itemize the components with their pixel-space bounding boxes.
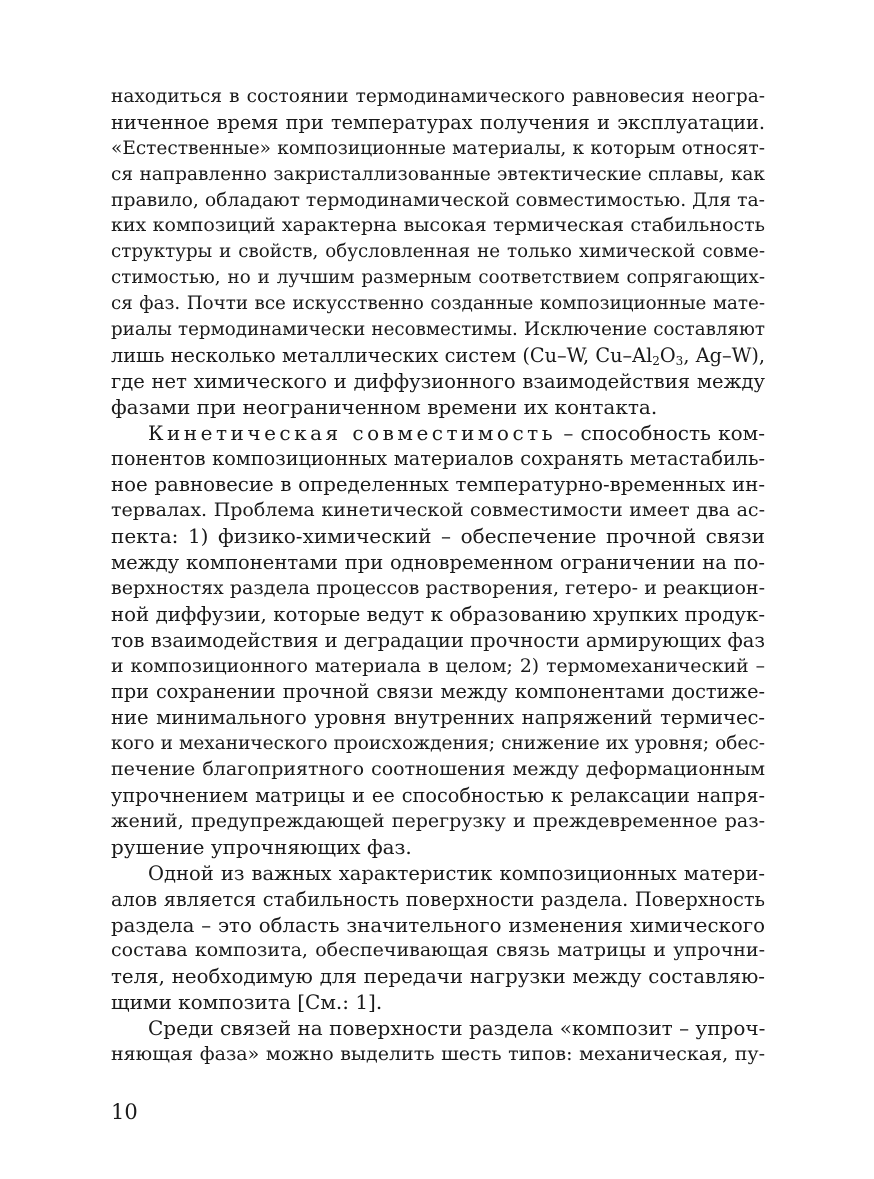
text-line: раздела – это область значительного изменения химического (111, 913, 765, 937)
text-line: алов является стабильность поверхности раздела. Поверхность (111, 887, 765, 911)
text-line: состава композита, обеспечивающая связь матрицы и упрочни- (111, 939, 765, 962)
text-line: ся направленно закристаллизованные эвтектические сплавы, как (111, 163, 765, 185)
text-line: ся фаз. Почти все искусственно созданные композиционные мате- (111, 293, 765, 315)
text-line: риалы термодинамически несовместимы. Исключение составляют (111, 319, 765, 341)
text-line: и композиционного материала в целом; 2) термомеханический – (111, 655, 765, 677)
term-kinetic-compatibility: Кинетическая совместимость (148, 420, 557, 445)
text-line: при сохранении прочной связи между компонентами достиже- (111, 680, 765, 704)
text-line: рушение упрочняющих фаз. (111, 834, 412, 859)
subscript: 2 (652, 353, 660, 368)
text-line (111, 421, 765, 447)
text-line: ное равновесие в определенных температурно-временных ин- (111, 473, 765, 497)
text-line: ние минимального уровня внутренних напряжений термичес- (111, 706, 765, 730)
text-line: находиться в состоянии термодинамического равновесия неогра- (111, 86, 765, 107)
page-number: 10 (111, 1100, 138, 1124)
text-line: печение благоприятного соотношения между деформационным (111, 758, 765, 781)
text-line: стимостью, но и лучшим размерным соответствием сопрягающих- (111, 267, 765, 289)
text-line: упрочнением матрицы и ее способностью к релаксации напря- (111, 784, 765, 808)
text-line: ной диффузии, которые ведут к образованию хрупких продук- (111, 602, 765, 626)
subscript: 3 (675, 353, 684, 368)
text-line: где нет химического и диффузионного взаимодействия между (111, 369, 765, 393)
text-line: пекта: 1) физико-химический – обеспечение прочной связи (111, 524, 765, 549)
formula-line (111, 343, 765, 369)
text-line: кого и механического происхождения; снижение их уровня; обес- (111, 733, 765, 755)
text-line: между компонентами при одновременном ограничении на по- (111, 551, 765, 575)
text-line: ких композиций характерна высокая термическая стабильность (111, 214, 765, 237)
formula-text: O (659, 343, 676, 367)
text-line: «Естественные» композиционные материалы, к которым относят- (111, 137, 765, 159)
paragraph-3 (111, 861, 765, 1016)
text-line: няющая фаза» можно выделить шесть типов: механическая, пу- (111, 1042, 765, 1065)
text-line: структуры и свойств, обусловленная не только химической совме- (111, 241, 765, 263)
text-line: теля, необходимую для передачи нагрузки между составляю- (111, 965, 765, 989)
paragraph-4 (111, 1016, 765, 1068)
text-line: Одной из важных характеристик композиционных матери- (148, 861, 765, 885)
paragraph-1 (111, 84, 765, 421)
text-line: Среди связей на поверхности раздела «композит – упроч- (148, 1016, 766, 1041)
text-line: правило, обладают термодинамической совместимостью. Для та- (111, 189, 765, 211)
term-definition-start: – способность ком- (556, 420, 765, 445)
text-line: тервалах. Проблема кинетической совместимости имеет два ас- (111, 499, 765, 522)
text-line: верхностях раздела процессов растворения, гетеро- и реакцион- (111, 576, 765, 599)
text-line: тов взаимодействия и деградации прочности армирующих фаз (111, 628, 765, 652)
text-line: ниченное время при температурах получения и эксплуатации. (111, 110, 765, 134)
formula-text: , Ag–W), (683, 343, 765, 367)
paragraph-2 (111, 421, 765, 861)
page-body (111, 84, 765, 1068)
text-line: щими композита [См.: 1]. (111, 990, 383, 1015)
text-line: понентов композиционных материалов сохранять метастабиль- (111, 447, 765, 471)
text-line: фазами при неограниченном времени их контакта. (111, 394, 658, 419)
text-line: жений, предупреждающей перегрузку и преждевременное раз- (111, 809, 765, 832)
formula-text: лишь несколько металлических систем (Cu–W, Cu–Al (111, 343, 653, 367)
